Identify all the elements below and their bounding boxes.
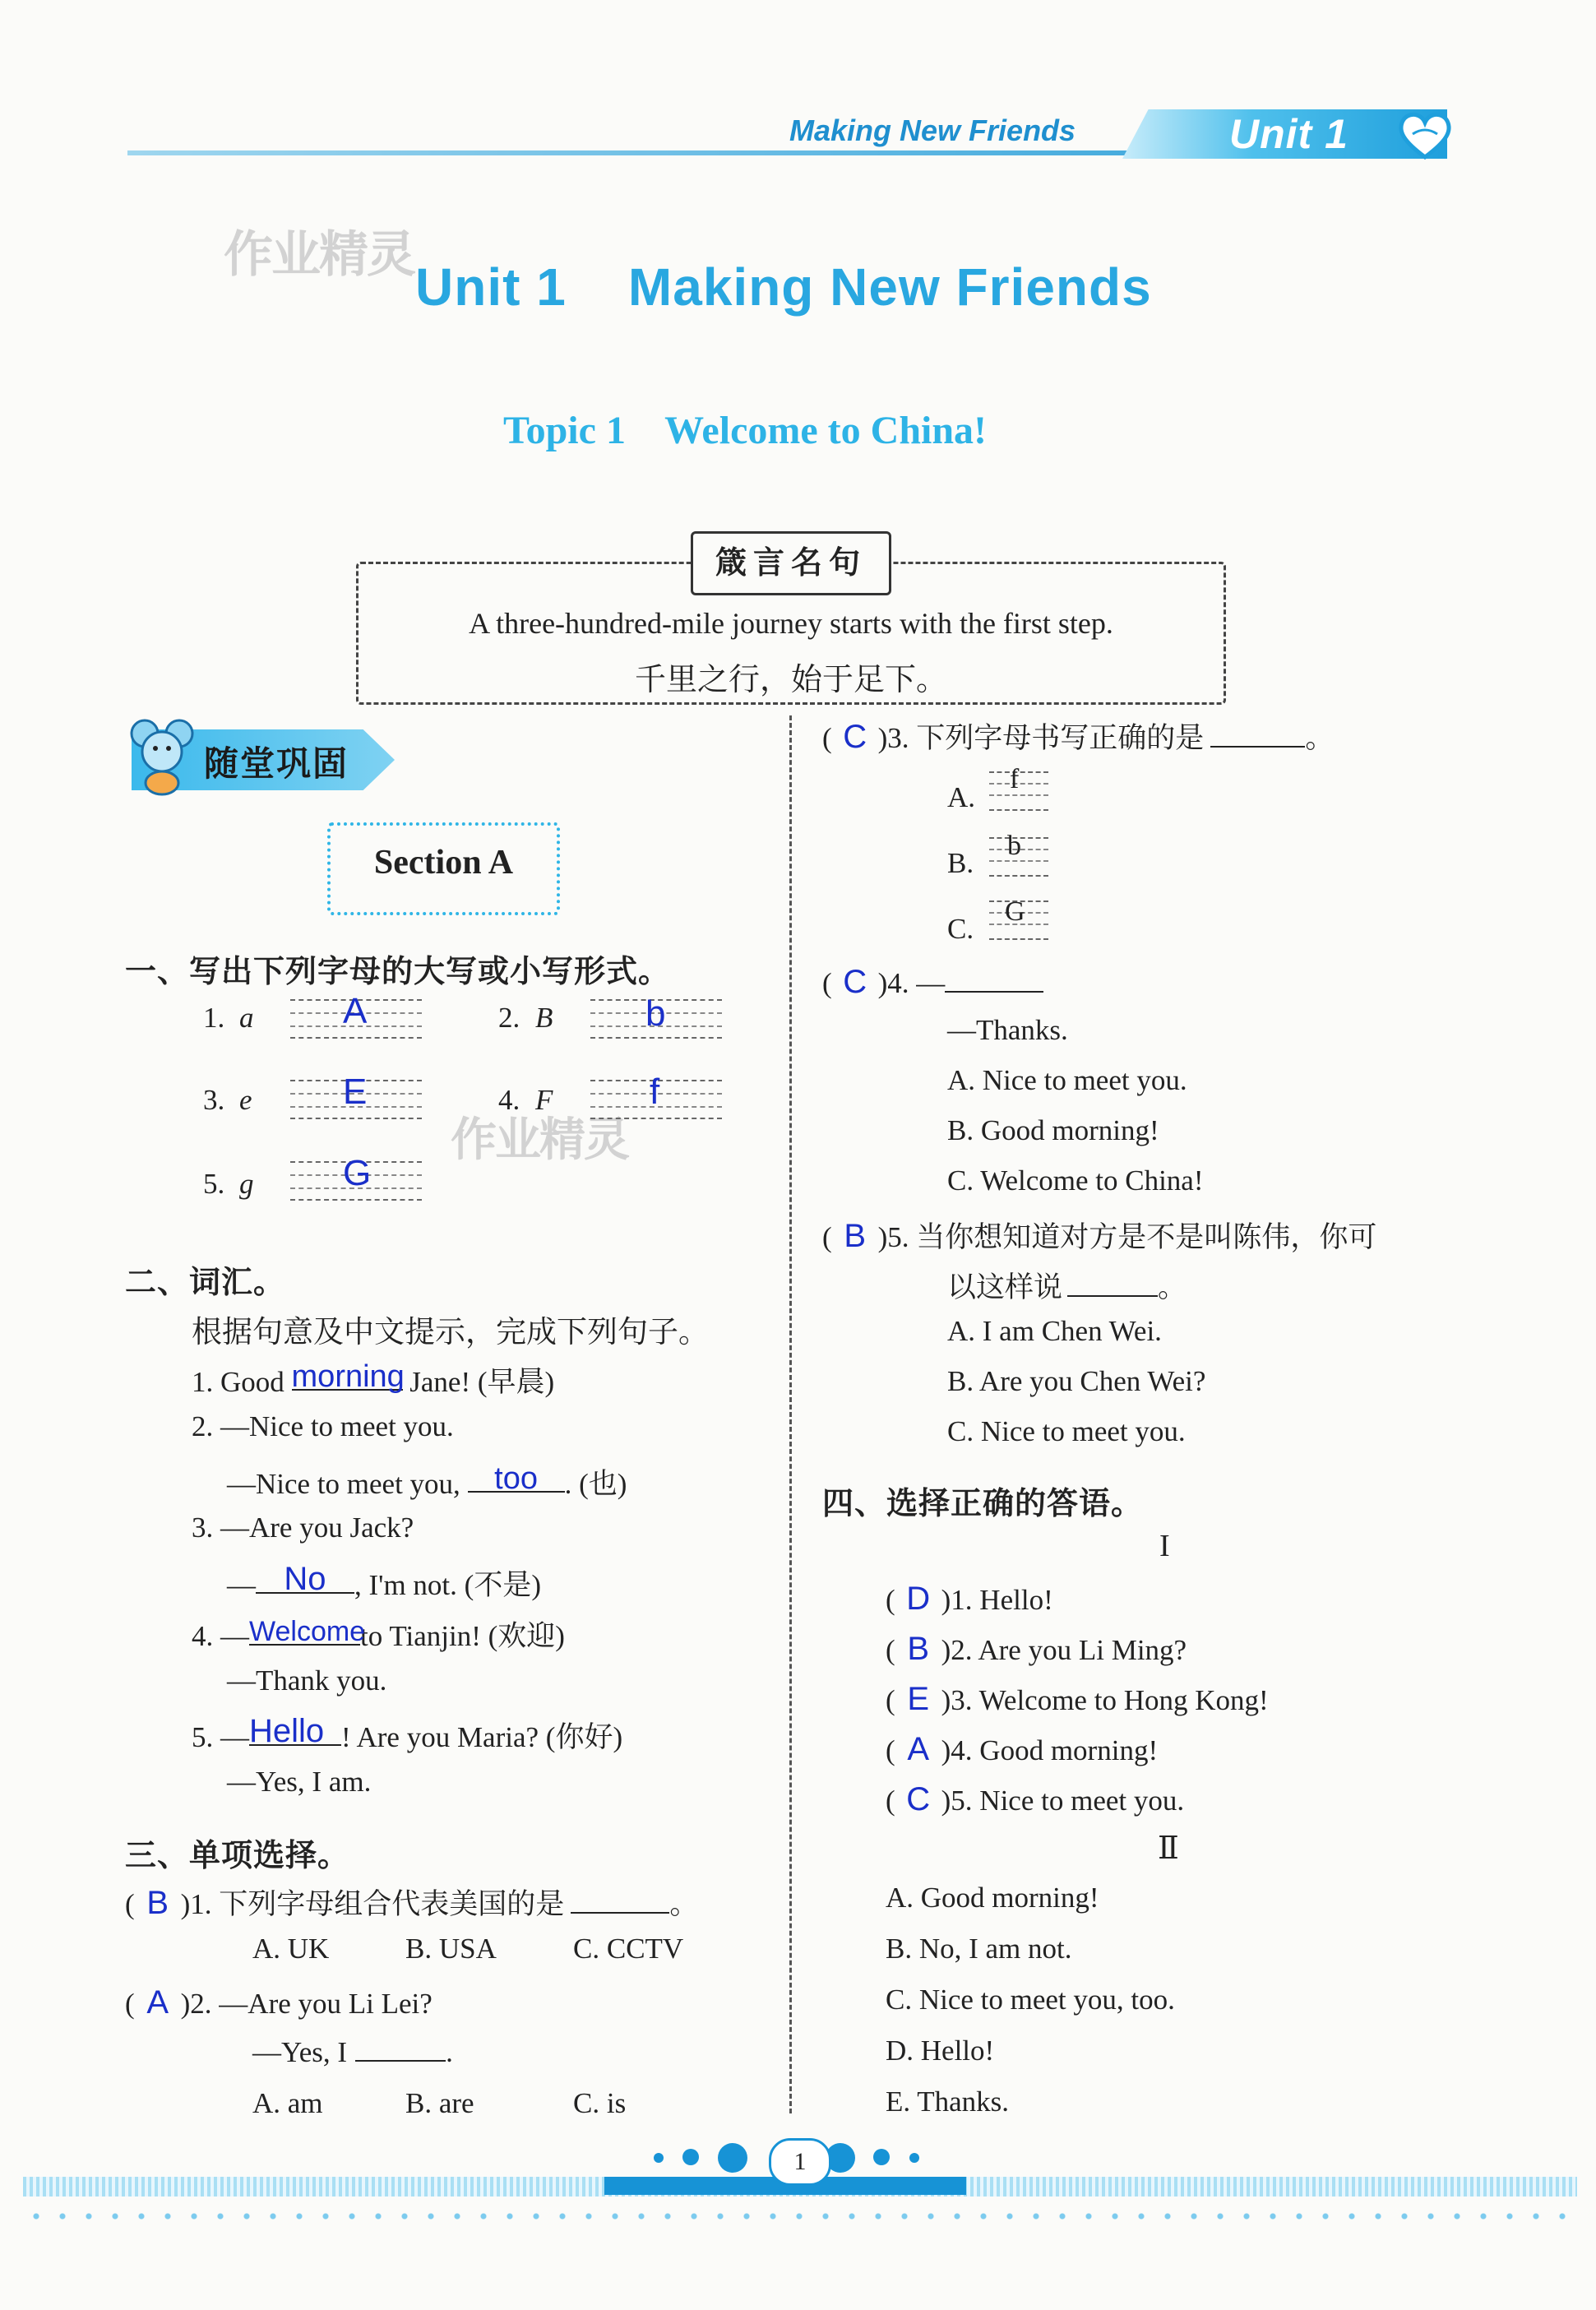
part1-q3-answer: E [343, 1072, 368, 1112]
part3-q4-option-a: A. Nice to meet you. [947, 1064, 1187, 1096]
page-dot [654, 2153, 664, 2163]
column-divider [789, 715, 792, 2113]
mouse-mascot-icon [130, 717, 196, 796]
part2-q3b-answer: No [256, 1561, 354, 1594]
part2-q4a-pre: 4. — [192, 1620, 249, 1652]
part3-q3-option-b-glyph: b [1007, 831, 1021, 861]
page-number: 1 [769, 2138, 831, 2186]
part2-q3b-post: , I'm not. (不是) [354, 1569, 541, 1601]
part2-q4a-post: to Tianjin! (欢迎) [360, 1620, 565, 1652]
page-dot [718, 2143, 747, 2173]
part3-q2-end: . [446, 2036, 453, 2068]
part1-q4-letter: F [535, 1084, 553, 1116]
part3-q3-option-a-glyph: f [1010, 764, 1020, 794]
part4-item-4-text: )4. Good morning! [941, 1734, 1159, 1766]
part1-q1-answer: A [343, 991, 368, 1031]
part4-item-5-answer: C [906, 1781, 931, 1817]
part3-q1-option-c: C. CCTV [573, 1933, 684, 1965]
part3-q1-end: 。 [669, 1888, 699, 1920]
part3-q4-line2: —Thanks. [947, 1014, 1068, 1046]
part3-q5-option-c: C. Nice to meet you. [947, 1415, 1186, 1447]
part4-option-c: C. Nice to meet you, too. [886, 1984, 1175, 2016]
part1-q1-num: 1. [203, 1002, 225, 1034]
part3-q3-stem: )3. 下列字母书写正确的是 [877, 722, 1205, 754]
part2-q2b [227, 1461, 627, 1502]
part3-q4-stem: )4. — [877, 967, 946, 999]
part1-q4-num: 4. [498, 1084, 520, 1116]
part2-instruction: 根据句意及中文提示，完成下列句子。 [192, 1316, 709, 1349]
part4-item-3-text: )3. Welcome to Hong Kong! [941, 1684, 1269, 1716]
part4-roman-2: Ⅱ [1158, 1831, 1179, 1866]
part3-q3-answer: C [843, 719, 867, 755]
motto-tag: 箴言名句 [691, 531, 891, 595]
part3-q4-option-b: B. Good morning! [947, 1114, 1159, 1146]
part3-q5-option-b: B. Are you Chen Wei? [947, 1365, 1206, 1397]
part2-q3b-pre: — [227, 1569, 256, 1601]
part2-q3a: 3. —Are you Jack? [192, 1511, 414, 1544]
part3-q3: ( C )3. 下列字母书写正确的是 。 [822, 719, 1335, 755]
part1-q3-num: 3. [203, 1084, 225, 1116]
part3-q5-end: 。 [1158, 1271, 1187, 1303]
part3-q1-stem: )1. 下列字母组合代表美国的是 [180, 1888, 565, 1920]
part3-q5-line2-text: 以这样说 [947, 1271, 1063, 1303]
part4-item-4: ( A )4. Good morning! [886, 1731, 1159, 1767]
motto-english: A three-hundred-mile journey starts with the first step. [469, 607, 1113, 640]
blank-line [1067, 1271, 1158, 1297]
part3-q2-answer: A [146, 1984, 169, 2021]
part4-option-a: A. Good morning! [886, 1882, 1099, 1914]
part3-q3-option-a-label: A. [947, 781, 976, 813]
part2-q5a-answer: Hello [249, 1713, 341, 1746]
part4-option-d: D. Hello! [886, 2035, 995, 2067]
part3-q1-answer: B [146, 1885, 169, 1921]
part4-item-2-text: )2. Are you Li Ming? [941, 1634, 1187, 1666]
heart-icon [1396, 109, 1454, 160]
part3-q4-answer: C [843, 964, 867, 1000]
part3-q4: ( C )4. — [822, 964, 1043, 1001]
watermark-middle: 作业精灵 [451, 1113, 628, 1167]
part1-q4-answer: f [650, 1072, 660, 1112]
part2-q1-pre: 1. Good [192, 1366, 292, 1398]
part2-q2b-answer: too [468, 1461, 565, 1493]
part4-roman-1: I [1159, 1529, 1170, 1563]
part3-q1-option-a: A. UK [252, 1933, 330, 1965]
part1-q5-num: 5. [203, 1168, 225, 1200]
part4-option-b: B. No, I am not. [886, 1933, 1072, 1965]
page-dot [909, 2153, 919, 2163]
part2-q1-post: Jane! (早晨) [402, 1366, 555, 1398]
header-unit: Unit 1 [1229, 111, 1349, 157]
part3-q3-option-c-label: C. [947, 913, 974, 945]
topic-title: Topic 1 Welcome to China! [503, 409, 988, 452]
part4-item-1-answer: D [906, 1581, 931, 1617]
part2-q4b: —Thank you. [227, 1664, 387, 1697]
part1-q2-answer: b [645, 993, 666, 1034]
part3-q2-option-b: B. are [405, 2087, 474, 2119]
part3-q2-line2 [252, 2035, 453, 2069]
part2-q5b: —Yes, I am. [227, 1766, 372, 1798]
blank-line [571, 1887, 669, 1914]
page-dot [873, 2149, 890, 2165]
part3-q2: ( A )2. —Are you Li Lei? [125, 1984, 433, 2021]
practice-badge-label: 随堂巩固 [204, 744, 349, 783]
part2-title: 二、词汇。 [125, 1266, 286, 1300]
part3-q4-option-c: C. Welcome to China! [947, 1164, 1204, 1197]
part3-q1: ( B )1. 下列字母组合代表美国的是 。 [125, 1885, 699, 1921]
motto-chinese: 千里之行，始于足下。 [634, 663, 947, 697]
part1-q3-letter: e [239, 1084, 252, 1116]
part1-q1-letter: a [239, 1002, 254, 1034]
part2-q2b-post: . (也) [564, 1468, 627, 1500]
part3-q5-line2 [947, 1265, 1187, 1306]
header-subtitle: Making New Friends [789, 113, 1076, 147]
part4-item-3: ( E )3. Welcome to Hong Kong! [886, 1681, 1269, 1717]
part3-q5: ( B )5. 当你想知道对方是不是叫陈伟，你可 [822, 1218, 1377, 1254]
part4-item-2-answer: B [907, 1631, 929, 1667]
part3-q2-option-c: C. is [573, 2087, 627, 2119]
part3-q3-option-b-label: B. [947, 847, 974, 879]
part4-item-1-text: )1. Hello! [941, 1584, 1053, 1616]
blank-line [1210, 721, 1305, 748]
part3-q3-option-c-glyph: G [1005, 896, 1025, 927]
part4-title: 四、选择正确的答语。 [822, 1487, 1144, 1521]
part3-q2-line2-text: —Yes, I [252, 2036, 348, 2068]
part4-item-2: ( B )2. Are you Li Ming? [886, 1631, 1187, 1667]
part4-item-1: ( D )1. Hello! [886, 1581, 1053, 1617]
part1-q5-answer: G [343, 1153, 372, 1193]
part3-q5-option-a: A. I am Chen Wei. [947, 1315, 1162, 1347]
footer-dots [23, 2208, 1577, 2224]
part3-q3-end: 。 [1305, 722, 1335, 754]
part2-q5a [192, 1715, 622, 1756]
part4-option-e: E. Thanks. [886, 2085, 1010, 2118]
part2-q4a [192, 1613, 565, 1655]
part2-q3b [227, 1562, 541, 1604]
part4-item-5: ( C )5. Nice to meet you. [886, 1781, 1185, 1817]
part3-q2-stem: )2. —Are you Li Lei? [180, 1988, 433, 2020]
blank-line [945, 966, 1043, 993]
part3-q5-stem: )5. 当你想知道对方是不是叫陈伟，你可 [877, 1221, 1377, 1253]
section-label: Section A [373, 844, 514, 882]
blank-line [355, 2035, 446, 2062]
part1-title: 一、写出下列字母的大写或小写形式。 [125, 955, 671, 989]
page-dot [682, 2149, 699, 2165]
part1-q2-letter: B [535, 1002, 553, 1034]
part3-q2-option-a: A. am [252, 2087, 323, 2119]
part4-item-4-answer: A [907, 1731, 929, 1767]
part1-q2-num: 2. [498, 1002, 520, 1034]
part2-q5a-post: ! Are you Maria? (你好) [341, 1721, 623, 1753]
part2-q4a-answer: Welcome [249, 1616, 366, 1647]
part4-item-5-text: )5. Nice to meet you. [941, 1785, 1185, 1817]
part4-item-3-answer: E [907, 1681, 929, 1717]
part3-q5-answer: B [844, 1218, 866, 1254]
part3-q1-option-b: B. USA [405, 1933, 497, 1965]
part3-title: 三、单项选择。 [125, 1839, 350, 1873]
watermark-top: 作业精灵 [224, 226, 414, 284]
part2-q2a: 2. —Nice to meet you. [192, 1410, 454, 1442]
part1-q5-letter: g [239, 1168, 254, 1200]
part2-q1-answer: morning [291, 1359, 405, 1394]
unit-title: Unit 1 Making New Friends [415, 257, 1152, 317]
part2-q2b-pre: —Nice to meet you, [227, 1468, 468, 1500]
part2-q5a-pre: 5. — [192, 1721, 249, 1753]
part2-q1 [192, 1359, 554, 1400]
